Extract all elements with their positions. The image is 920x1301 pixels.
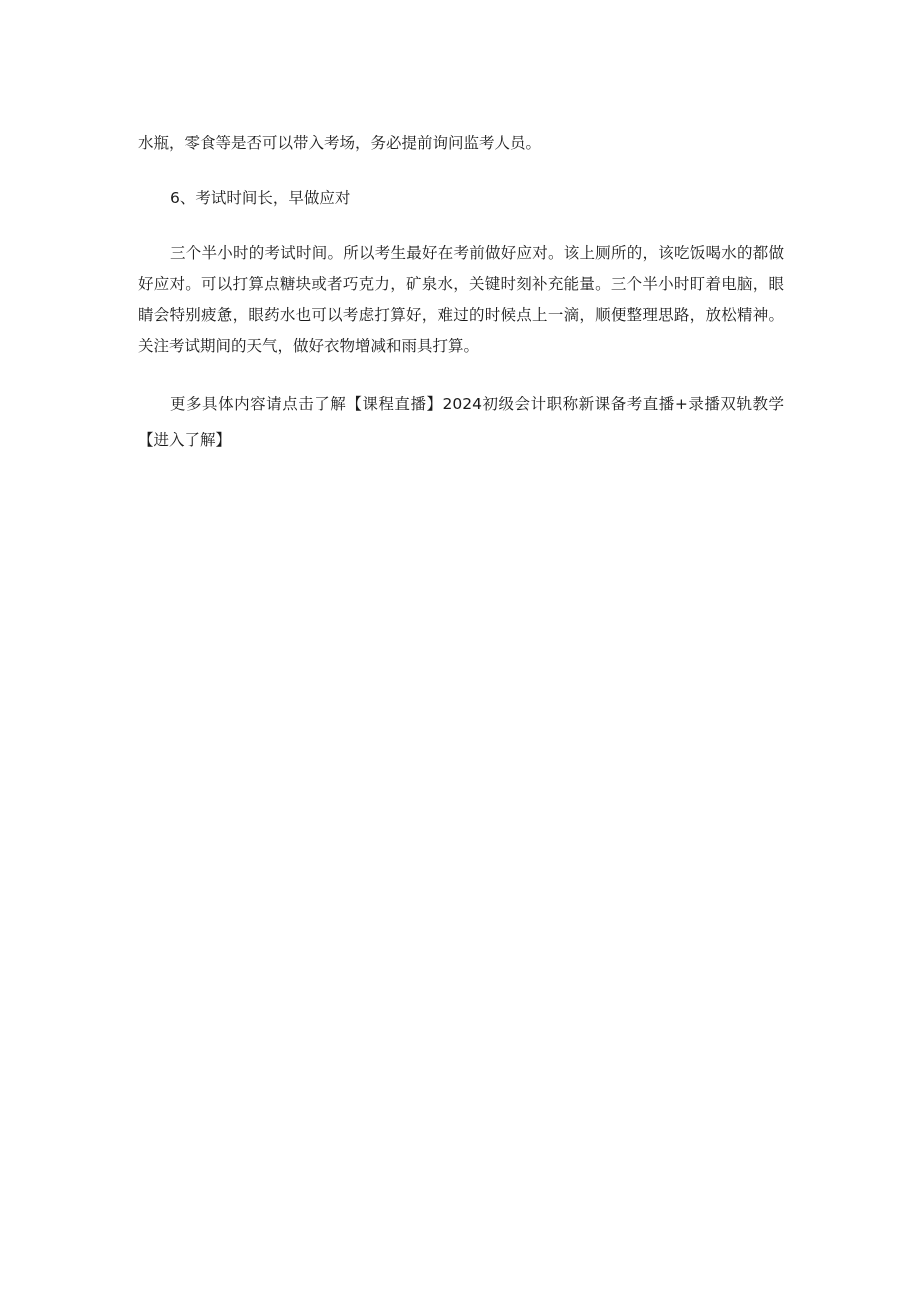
document-body [138, 128, 784, 458]
paragraph-items-allowed: 水瓶，零食等是否可以带入考场，务必提前询问监考人员。 [138, 134, 542, 152]
section-heading-6: 6、考试时间长，早做应对 [170, 189, 351, 207]
paragraph-course-promo: 更多具体内容请点击了解【课程直播】2024初级会计职称新课备考直播+录播双轨教学【进入了解】 [138, 395, 784, 449]
paragraph-exam-duration: 三个半小时的考试时间。所以考生最好在考前做好应对。该上厕所的，该吃饭喝水的都做好应对。可以打算点糖块或者巧克力，矿泉水，关键时刻补充能量。三个半小时盯着电脑，眼睛会特别疲惫，眼药水也可以考虑打算好，难过的时候点上一滴，顺便整理思路，放松精神。关注考试期间的天气，做好衣物增减和雨具打算。 [138, 244, 784, 355]
